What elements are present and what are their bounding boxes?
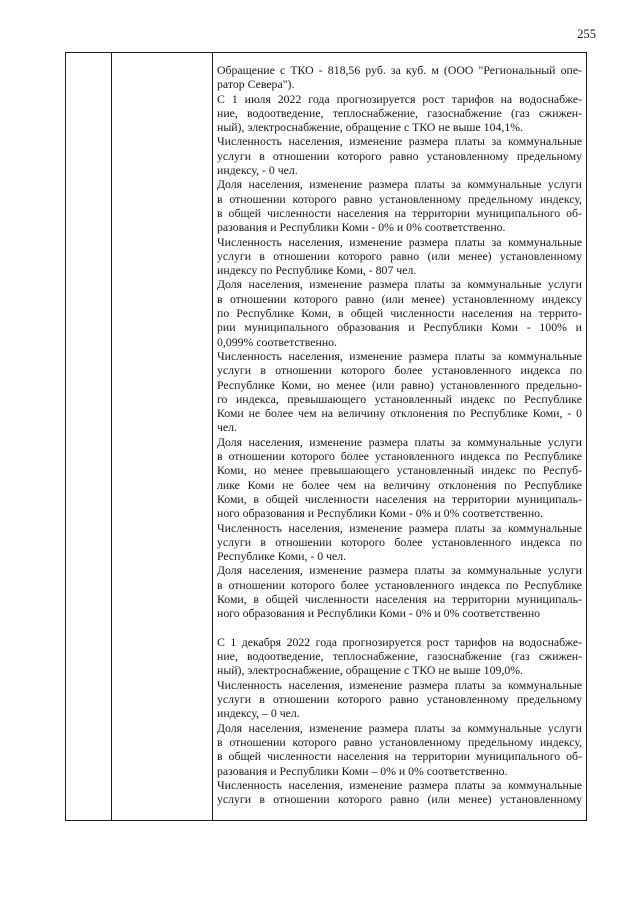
text-line: Республике Коми, но менее (или равно) установленного предельно- bbox=[217, 377, 582, 392]
text-line: ние, водоотведение, теплоснабжение, газоснабжение (газ сжижен- bbox=[217, 649, 582, 664]
text-line: в отношении которого более установленного индекса по Республике bbox=[217, 577, 582, 592]
text-line: Численность населения, изменение размера платы за коммунальные bbox=[217, 520, 582, 535]
paragraph-gap bbox=[217, 621, 582, 635]
text-line: услуги в отношении которого равно установленному предельному bbox=[217, 148, 582, 163]
text-line: Доля населения, изменение размера платы за коммунальные услуги bbox=[217, 177, 582, 192]
text-line: С 1 июля 2022 года прогнозируется рост тарифов на водоснабже- bbox=[217, 91, 582, 106]
text-line: Республике Коми, - 0 чел. bbox=[217, 549, 347, 564]
text-line: Доля населения, изменение размера платы за коммунальные услуги bbox=[217, 720, 582, 735]
text-line: Коми, но менее превышающего установленный индекс по Респуб- bbox=[217, 463, 582, 478]
text-line: Численность населения, изменение размера платы за коммунальные bbox=[217, 677, 582, 692]
text-line: услуги в отношении которого равно установленному предельному bbox=[217, 692, 582, 707]
text-line: Доля населения, изменение размера платы за коммунальные услуги bbox=[217, 277, 582, 292]
text-line: 0,099% соответственно. bbox=[217, 334, 337, 349]
text-line: рии муниципального образования и Республики Коми - 100% и bbox=[217, 320, 582, 335]
table-cell-description bbox=[217, 63, 582, 806]
text-line: Численность населения, изменение размера платы за коммунальные bbox=[217, 134, 582, 149]
text-line: индексу по Республике Коми, - 807 чел. bbox=[217, 263, 417, 278]
text-line: Численность населения, изменение размера платы за коммунальные bbox=[217, 348, 582, 363]
text-line: Численность населения, изменение размера платы за коммунальные bbox=[217, 234, 582, 249]
text-line: в отношении которого равно установленному предельному индексу, bbox=[217, 191, 582, 206]
text-line: Коми, в общей численности населения на территории муниципаль- bbox=[217, 591, 582, 606]
text-line: Численность населения, изменение размера платы за коммунальные bbox=[217, 777, 582, 792]
text-line: услуги в отношении которого равно (или менее) установленному bbox=[217, 792, 582, 807]
text-line: го индекса, превышающего установленный индекс по Республике bbox=[217, 391, 582, 406]
text-line: лике Коми не более чем на величину отклонения по Республике bbox=[217, 477, 582, 492]
text-line: С 1 декабря 2022 года прогнозируется рост тарифов на водоснабже- bbox=[217, 634, 582, 649]
text-line: индексу, - 0 чел. bbox=[217, 163, 298, 178]
text-line: в общей численности населения на территории муниципального об- bbox=[217, 749, 582, 764]
text-line: ратор Севера"). bbox=[217, 77, 295, 92]
text-line: ние, водоотведение, теплоснабжение, газоснабжение (газ сжижен- bbox=[217, 105, 582, 120]
column-divider bbox=[212, 53, 213, 820]
text-line: по Республике Коми, в общей численности населения на террито- bbox=[217, 306, 582, 321]
page-number: 255 bbox=[577, 27, 596, 41]
text-line: разования и Республики Коми - 0% и 0% соответственно. bbox=[217, 220, 506, 235]
text-line: в отношении которого более установленного индекса по Республике bbox=[217, 449, 582, 464]
text-line: Обращение с ТКО - 818,56 руб. за куб. м (ООО "Региональный опе- bbox=[217, 63, 582, 77]
column-divider bbox=[111, 53, 112, 820]
text-line: ный), электроснабжение, обращение с ТКО не выше 109,0%. bbox=[217, 663, 523, 678]
text-line: индексу, – 0 чел. bbox=[217, 706, 300, 721]
text-line: услуги в отношении которого более установленного индекса по bbox=[217, 363, 582, 378]
text-line: Доля населения, изменение размера платы за коммунальные услуги bbox=[217, 563, 582, 578]
text-line: в отношении которого равно установленному предельному индексу, bbox=[217, 734, 582, 749]
text-line: услуги в отношении которого равно (или менее) установленному bbox=[217, 248, 582, 263]
text-line: разования и Республики Коми – 0% и 0% соответственно. bbox=[217, 763, 508, 778]
text-line: чел. bbox=[217, 420, 238, 435]
text-line: в общей численности населения на территории муниципального об- bbox=[217, 205, 582, 220]
text-line: ного образования и Республики Коми - 0% и 0% соответственно bbox=[217, 606, 541, 621]
text-line: ный), электроснабжение, обращение с ТКО не выше 104,1%. bbox=[217, 120, 523, 135]
text-line: Коми не более чем на величину отклонения по Республике Коми, - 0 bbox=[217, 406, 582, 421]
text-line: Коми, в общей численности населения на территории муниципаль- bbox=[217, 491, 582, 506]
text-line: в отношении которого равно (или менее) установленному индексу bbox=[217, 291, 582, 306]
text-line: ного образования и Республики Коми - 0% и 0% соответственно. bbox=[217, 506, 544, 521]
text-line: услуги в отношении которого более установленного индекса по bbox=[217, 534, 582, 549]
text-line: Доля населения, изменение размера платы за коммунальные услуги bbox=[217, 434, 582, 449]
